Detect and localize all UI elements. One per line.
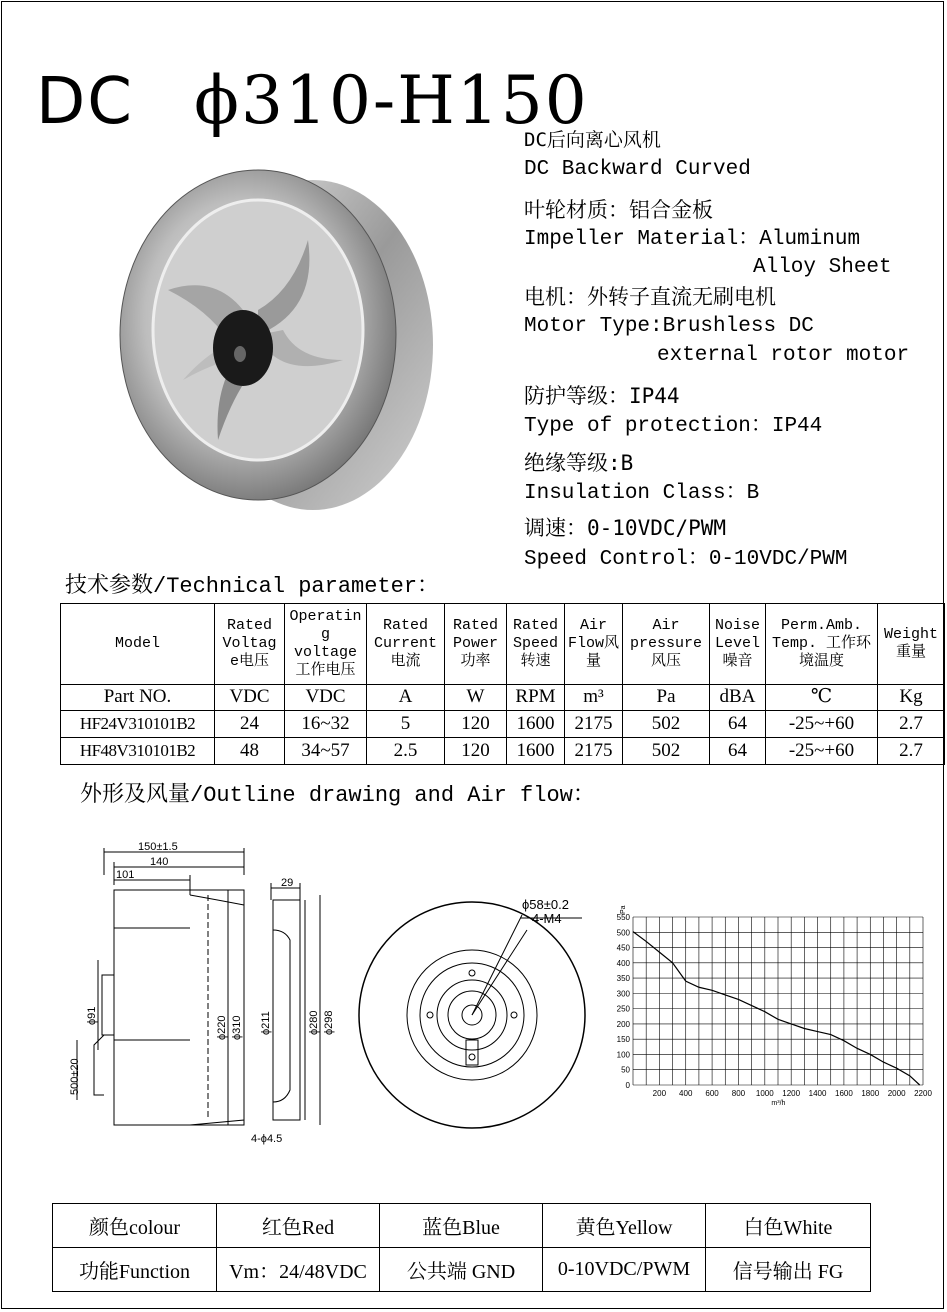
dim-phi58: ϕ58±0.2 [522, 897, 569, 912]
unit-cell: VDC [215, 685, 285, 711]
y-tick-label: 250 [616, 1004, 630, 1014]
header-cell: Rated Power 功率 [445, 604, 507, 685]
side-view-drawing [68, 840, 268, 1150]
table-cell: 1600 [507, 738, 565, 765]
table-cell: 502 [623, 738, 710, 765]
unit-cell: ℃ [766, 685, 878, 711]
spec-motor-cn: 电机：外转子直流无刷电机 [524, 285, 776, 309]
x-tick-label: 2000 [887, 1089, 906, 1098]
x-tick-label: 200 [652, 1089, 667, 1098]
spec-motor-en-1: Motor Type:Brushless DC [524, 315, 814, 338]
x-tick-label: 1400 [808, 1089, 827, 1098]
spec-protection-en: Type of protection：IP44 [524, 415, 823, 438]
table-row [61, 738, 945, 765]
dim-140: 140 [150, 856, 169, 868]
color-cell: 蓝色Blue [380, 1204, 543, 1248]
unit-cell: dBA [710, 685, 766, 711]
function-cell: 信号输出 FG [706, 1248, 871, 1292]
table-cell: -25~+60 [766, 711, 878, 738]
header-cell: Rated Voltag e电压 [215, 604, 285, 685]
unit-cell: Part NO. [61, 685, 215, 711]
wire-color-table [52, 1203, 871, 1292]
outline-title: 外形及风量/Outline drawing and Air flow： [80, 783, 595, 808]
dim-phi91: ϕ91 [86, 1006, 98, 1025]
table-cell: 1600 [507, 711, 565, 738]
fan-photo [108, 160, 448, 520]
title-model: ϕ310-H150 [193, 62, 589, 139]
dim-4-m4: 4-M4 [532, 911, 562, 926]
spec-impeller-en-1: Impeller Material：Aluminum [524, 228, 861, 251]
table-cell: 34~57 [285, 738, 367, 765]
table-cell: 2175 [565, 711, 623, 738]
dim-4-phi45: 4-ϕ4.5 [251, 1133, 283, 1145]
spec-speed-en: Speed Control：0-10VDC/PWM [524, 548, 848, 571]
x-tick-label: 1800 [861, 1089, 880, 1098]
y-tick-label: 150 [616, 1035, 630, 1045]
dim-phi220: ϕ220 [216, 1015, 228, 1040]
part-number-cell: HF48V310101B2 [61, 738, 215, 765]
x-tick-label: 1200 [782, 1089, 801, 1098]
unit-cell: VDC [285, 685, 367, 711]
table-cell: 64 [710, 711, 766, 738]
x-axis-label: m³/h [771, 1100, 786, 1107]
spec-type-cn: DC后向离心风机 [524, 129, 661, 151]
unit-cell: m³ [565, 685, 623, 711]
header-cell: Operatin g voltage 工作电压 [285, 604, 367, 685]
table-cell: 120 [445, 738, 507, 765]
title-prefix: DC [36, 65, 134, 139]
unit-cell: W [445, 685, 507, 711]
front-view-drawing [352, 885, 602, 1135]
table-row [53, 1248, 871, 1292]
table-cell: 16~32 [285, 711, 367, 738]
x-tick-label: 800 [731, 1089, 746, 1098]
table-cell: -25~+60 [766, 738, 878, 765]
header-cell: Rated Speed 转速 [507, 604, 565, 685]
y-tick-label: 400 [616, 958, 630, 968]
unit-cell: A [367, 685, 445, 711]
spec-impeller-en-2: Alloy Sheet [753, 256, 892, 279]
y-tick-label: 550 [616, 913, 630, 922]
dim-phi280: ϕ280 [308, 1010, 320, 1035]
table-row [61, 711, 945, 738]
dim-phi211: ϕ211 [260, 1011, 272, 1035]
table-cell: 2.7 [878, 738, 945, 765]
part-number-cell: HF24V310101B2 [61, 711, 215, 738]
spec-type-en: DC Backward Curved [524, 158, 751, 181]
color-cell: 红色Red [217, 1204, 380, 1248]
table-cell: 64 [710, 738, 766, 765]
motor-hub-center [234, 346, 246, 362]
table-cell: 5 [367, 711, 445, 738]
spec-speed-cn: 调速：0-10VDC/PWM [524, 516, 727, 540]
table-row [53, 1204, 871, 1248]
airflow-curve [633, 932, 920, 1085]
color-label-cell: 颜色colour [53, 1204, 217, 1248]
flange-view-drawing [245, 870, 345, 1150]
tech-parameter-title: 技术参数/Technical parameter： [65, 574, 440, 599]
table-header-row [61, 604, 945, 685]
y-tick-label: 450 [616, 943, 630, 953]
dim-101: 101 [116, 869, 135, 881]
dim-29: 29 [281, 877, 294, 889]
x-tick-label: 2200 [914, 1089, 932, 1098]
unit-cell: RPM [507, 685, 565, 711]
table-cell: 24 [215, 711, 285, 738]
header-cell: Noise Level 噪音 [710, 604, 766, 685]
y-tick-label: 350 [616, 974, 630, 984]
function-cell: 0-10VDC/PWM [543, 1248, 706, 1292]
function-cell: Vm：24/48VDC [217, 1248, 380, 1292]
color-cell: 黄色Yellow [543, 1204, 706, 1248]
y-tick-label: 0 [625, 1081, 630, 1090]
table-cell: 2.7 [878, 711, 945, 738]
y-tick-label: 50 [621, 1065, 630, 1075]
dim-phi310: ϕ310 [231, 1015, 243, 1040]
spec-protection-cn: 防护等级：IP44 [524, 384, 680, 408]
spec-motor-en-2: external rotor motor [657, 344, 910, 367]
y-tick-label: 500 [616, 928, 630, 938]
y-axis-label: Pa [620, 905, 627, 914]
table-unit-row [61, 685, 945, 711]
x-tick-label: 1600 [835, 1089, 853, 1098]
color-cell: 白色White [706, 1204, 871, 1248]
y-tick-label: 200 [616, 1019, 630, 1029]
table-cell: 502 [623, 711, 710, 738]
table-cell: 2175 [565, 738, 623, 765]
y-tick-label: 100 [616, 1050, 630, 1060]
x-tick-label: 400 [679, 1089, 693, 1098]
product-title [36, 62, 589, 139]
dim-500: 500±20 [69, 1058, 81, 1095]
spec-impeller-cn: 叶轮材质：铝合金板 [524, 198, 713, 222]
dim-150: 150±1.5 [138, 841, 178, 853]
function-label-cell: 功能Function [53, 1248, 217, 1292]
unit-cell: Kg [878, 685, 945, 711]
header-cell: Air pressure 风压 [623, 604, 710, 685]
tech-parameter-table [60, 603, 945, 765]
unit-cell: Pa [623, 685, 710, 711]
spec-insulation-en: Insulation Class：B [524, 482, 760, 505]
header-cell: Rated Current 电流 [367, 604, 445, 685]
table-cell: 48 [215, 738, 285, 765]
function-cell: 公共端 GND [380, 1248, 543, 1292]
y-tick-label: 300 [616, 989, 630, 999]
x-tick-label: 1000 [755, 1089, 774, 1098]
header-cell: Air Flow风 量 [565, 604, 623, 685]
dim-phi298: ϕ298 [323, 1010, 335, 1035]
header-cell: Perm.Amb. Temp. 工作环境温度 [766, 604, 878, 685]
header-cell: Weight 重量 [878, 604, 945, 685]
airflow-chart [600, 900, 940, 1120]
spec-insulation-cn: 绝缘等级:B [524, 451, 634, 475]
header-cell: Model [61, 604, 215, 685]
table-cell: 120 [445, 711, 507, 738]
table-cell: 2.5 [367, 738, 445, 765]
x-tick-label: 600 [705, 1089, 719, 1098]
